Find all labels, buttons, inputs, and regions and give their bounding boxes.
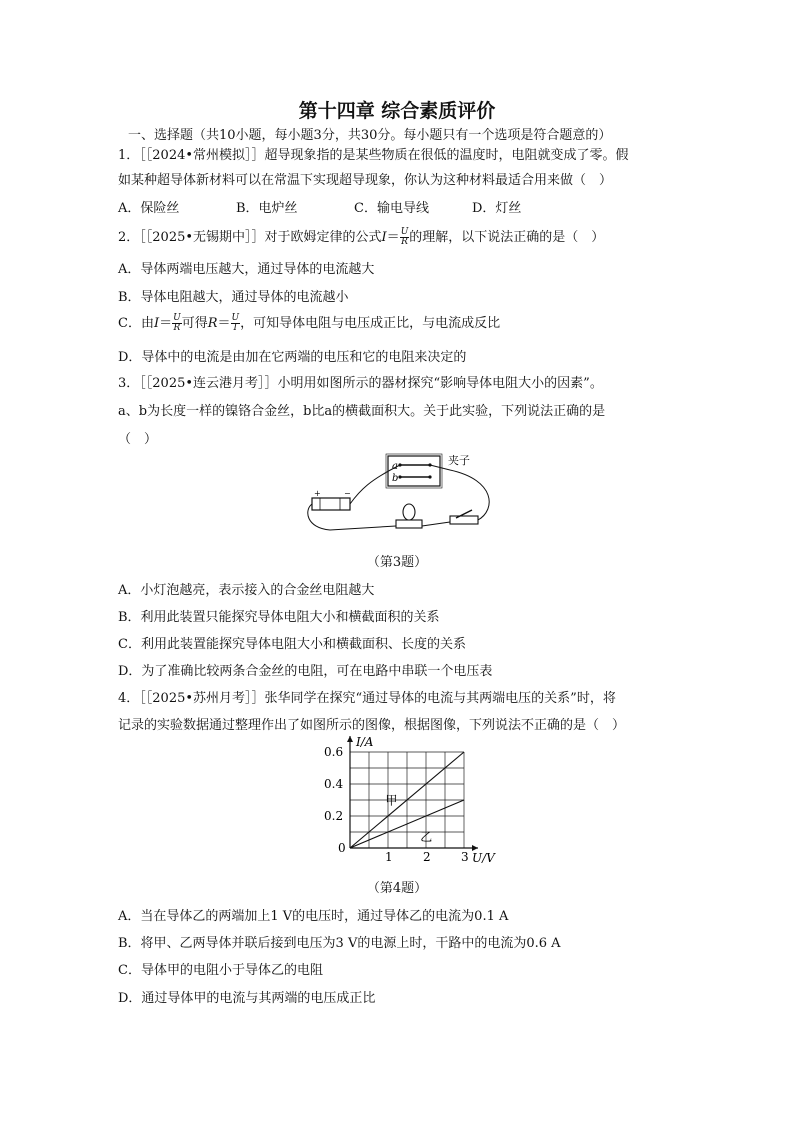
y-tick-label: 0.6 <box>324 745 344 759</box>
q1-option-d[interactable]: D．灯丝 <box>472 201 522 216</box>
q3-option-c[interactable]: C．利用此装置能探究导体电阻大小和横截面积、长度的关系 <box>118 637 466 652</box>
q3-option-d[interactable]: D．为了准确比较两条合金丝的电阻，可在电路中串联一个电压表 <box>118 664 493 679</box>
q3-option-b[interactable]: B．利用此装置只能探究导体电阻大小和横截面积的关系 <box>118 610 440 625</box>
bulb <box>403 504 415 520</box>
svg-text:−: − <box>344 489 351 498</box>
wire-a-label: a <box>392 461 398 472</box>
svg-text:+: + <box>314 489 321 498</box>
q4-line-2: 记录的实验数据通过整理作出了如图所示的图像，根据图像，下列说法不正确的是（ ） <box>118 718 626 733</box>
q3-circuit-figure <box>300 450 500 545</box>
y-tick-label: 0.4 <box>324 777 344 791</box>
q2-stem-pre: 2．［［2025•无锡期中］］对于欧姆定律的公式 <box>118 230 382 245</box>
q2-stem-post: 的理解，以下说法正确的是（ ） <box>409 230 605 245</box>
q4-option-d[interactable]: D．通过导体甲的电流与其两端的电压成正比 <box>118 991 376 1006</box>
q3-option-a[interactable]: A．小灯泡越亮，表示接入的合金丝电阻越大 <box>118 583 375 598</box>
x-tick-label: 2 <box>423 850 431 864</box>
q3-caption: （第3题） <box>366 555 428 570</box>
q1-option-a[interactable]: A．保险丝 <box>118 201 180 216</box>
q3-line-2: a、b为长度一样的镍铬合金丝，b比a的横截面积大。关于此实验，下列说法正确的是 <box>118 404 606 419</box>
q2-option-a[interactable]: A．导体两端电压越大，通过导体的电流越大 <box>118 262 375 277</box>
x-axis-label: U/V <box>472 851 495 865</box>
section-heading: 一、选择题（共10小题，每小题3分，共30分。每小题只有一个选项是符合题意的） <box>128 128 612 143</box>
q4-option-c[interactable]: C．导体甲的电阻小于导体乙的电阻 <box>118 963 323 978</box>
q4-option-b[interactable]: B．将甲、乙两导体并联后接到电压为3 V的电源上时，干路中的电流为0.6 A <box>118 936 561 951</box>
y-axis-label: I/A <box>356 735 374 749</box>
series-label-jia: 甲 <box>385 793 398 808</box>
bulb-base <box>396 520 422 528</box>
q3-line-1: 3．［［2025•连云港月考］］小明用如图所示的器材探究“影响导体电阻大小的因素”。 <box>118 376 603 391</box>
x-tick-label: 1 <box>385 850 393 864</box>
q4-iu-chart <box>320 734 495 870</box>
q4-option-a[interactable]: A．当在导体乙的两端加上1 V的电压时，通过导体乙的电流为0.1 A <box>118 909 509 924</box>
q2-stem: 2．［［2025•无锡期中］］对于欧姆定律的公式I＝ $\frac{U}{R}$ 的理解，以下说法正确的是（ ） <box>118 227 605 247</box>
series-label-yi: 乙 <box>420 829 433 844</box>
battery <box>312 498 350 510</box>
switch-base <box>450 516 478 524</box>
q1-line-1: 1．［［2024•常州模拟］］超导现象指的是某些物质在很低的温度时，电阻就变成了零。假 <box>118 148 629 163</box>
x-tick-label: 3 <box>461 850 469 864</box>
q2-option-b[interactable]: B．导体电阻越大，通过导体的电流越小 <box>118 290 349 305</box>
q4-line-1: 4．［［2025•苏州月考］］张华同学在探究“通过导体的电流与其两端电压的关系”时，将 <box>118 691 616 706</box>
q1-line-2: 如某种超导体新材料可以在常温下实现超导现象，你认为这种材料最适合用来做（ ） <box>118 173 613 188</box>
clip-label: 夹子 <box>448 454 470 467</box>
wire-b-label: b <box>392 473 399 484</box>
origin-label: 0 <box>338 841 346 855</box>
q2-option-c[interactable]: C．由I＝ $\frac{U}{R}$ 可得R＝ $\frac{U}{I}$ ，可知导体电阻与电压成正比，与电流成反比 <box>118 313 501 333</box>
q1-option-c[interactable]: C．输电导线 <box>354 201 429 216</box>
q4-caption: （第4题） <box>366 881 428 896</box>
y-axis-arrow <box>347 736 353 742</box>
page-title: 第十四章 综合素质评价 <box>298 100 496 122</box>
q2-option-d[interactable]: D．导体中的电流是由加在它两端的电压和它的电阻来决定的 <box>118 350 467 365</box>
q1-option-b[interactable]: B．电炉丝 <box>236 201 298 216</box>
y-tick-label: 0.2 <box>324 809 344 823</box>
q3-line-3: （ ） <box>118 432 158 447</box>
